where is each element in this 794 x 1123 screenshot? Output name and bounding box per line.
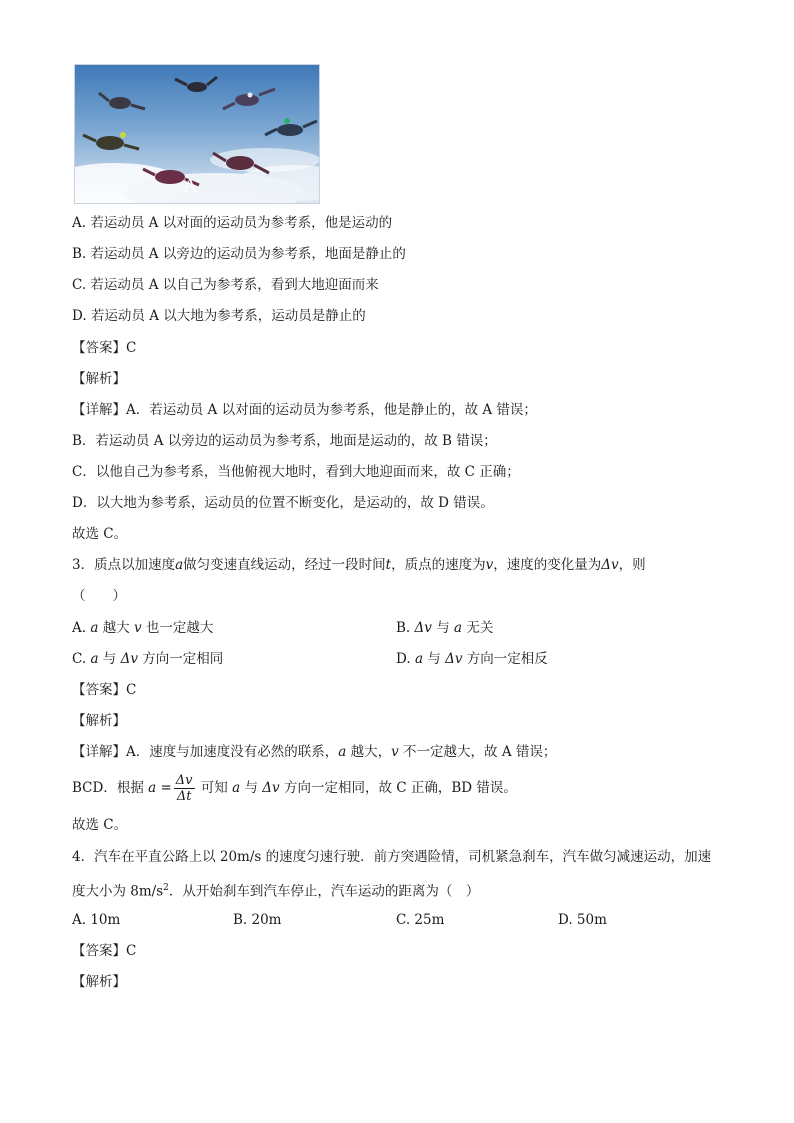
q2-answer: 【答案】C bbox=[72, 340, 137, 356]
skydivers-photo bbox=[74, 64, 320, 204]
q3-stem-text: ，则 bbox=[618, 557, 646, 573]
q3-option-d-text: 方向一定相反 bbox=[462, 651, 548, 667]
q3-stem bbox=[72, 555, 646, 575]
q3-option-a-var: v bbox=[134, 620, 142, 636]
q3-stem-var-a: a bbox=[175, 557, 184, 573]
q4-option-c: C. 25m bbox=[396, 912, 445, 928]
q3-option-b-text: 无关 bbox=[462, 620, 494, 636]
q3-detail-var: v bbox=[391, 744, 399, 760]
q3-option-d-var: a bbox=[414, 651, 423, 667]
q3-option-b-var: a bbox=[454, 620, 463, 636]
q2-conclusion: 故选 C。 bbox=[72, 526, 128, 542]
q2-option-b: B. 若运动员 A 以旁边的运动员为参考系，地面是静止的 bbox=[72, 246, 406, 262]
q3-detail-var: a bbox=[338, 744, 347, 760]
q3-detail-var: a bbox=[232, 780, 241, 796]
q4-answer: 【答案】C bbox=[72, 943, 137, 959]
q2-option-a: A. 若运动员 A 以对面的运动员为参考系，他是运动的 bbox=[72, 215, 393, 231]
q3-option-d bbox=[396, 649, 548, 669]
q3-detail-text: 【详解】A．速度与加速度没有必然的联系， bbox=[72, 744, 339, 760]
q3-option-b bbox=[396, 618, 493, 638]
q3-stem-var-v: v bbox=[485, 557, 494, 573]
q3-option-c-text: C. bbox=[72, 651, 91, 667]
q3-stem-text: ，速度的变化量为 bbox=[493, 557, 602, 573]
q3-detail-text: 与 bbox=[240, 780, 263, 796]
q3-stem-var-t: t bbox=[385, 557, 392, 573]
q4-stem-superscript: 2 bbox=[163, 883, 169, 893]
q3-stem-text: 做匀变速直线运动，经过一段时间 bbox=[183, 557, 386, 573]
q3-option-a-text: 也一定越大 bbox=[141, 620, 214, 636]
q3-option-d-text: 与 bbox=[423, 651, 446, 667]
skydiver-a-label: A bbox=[183, 175, 198, 197]
q3-answer-paren: （ ） bbox=[72, 588, 126, 604]
q2-detail-c: C．以他自己为参考系，当他俯视大地时，看到大地迎面而来，故 C 正确； bbox=[72, 464, 520, 480]
q4-option-a: A. 10m bbox=[72, 912, 121, 928]
q3-option-a-text: A. bbox=[72, 620, 91, 636]
q2-detail-a: 【详解】A．若运动员 A 以对面的运动员为参考系，他是静止的，故 A 错误； bbox=[72, 402, 537, 418]
q3-stem-text: 3．质点以加速度 bbox=[72, 557, 176, 573]
q3-option-a-text: 越大 bbox=[98, 620, 134, 636]
q3-detail-text: 越大， bbox=[346, 744, 392, 760]
q3-detail-text: 不一定越大，故 A 错误； bbox=[398, 744, 557, 760]
q4-stem-line2 bbox=[72, 878, 479, 902]
q3-option-c-var: Δv bbox=[120, 651, 138, 667]
q3-option-c-text: 与 bbox=[98, 651, 121, 667]
q3-option-c-var: a bbox=[90, 651, 99, 667]
q3-option-d-text: D. bbox=[396, 651, 415, 667]
q2-option-c: C. 若运动员 A 以自己为参考系，看到大地迎面而来 bbox=[72, 277, 379, 293]
q3-stem-text: ，质点的速度为 bbox=[391, 557, 486, 573]
q3-detail-text: 可知 bbox=[196, 780, 233, 796]
q3-analysis-heading: 【解析】 bbox=[72, 713, 126, 729]
q3-stem-var-dv: Δv bbox=[601, 557, 619, 573]
q3-detail-text: 方向一定相同，故 C 正确，BD 错误。 bbox=[279, 780, 517, 796]
q4-option-b: B. 20m bbox=[233, 912, 282, 928]
q2-detail-b: B．若运动员 A 以旁边的运动员为参考系，地面是运动的，故 B 错误； bbox=[72, 433, 497, 449]
q3-detail-bcd bbox=[72, 770, 517, 806]
q3-option-a bbox=[72, 618, 213, 638]
q3-option-d-var: Δv bbox=[445, 651, 463, 667]
q3-formula-lhs: a = bbox=[148, 780, 172, 796]
q3-detail-var: Δv bbox=[262, 780, 280, 796]
q4-stem-text: 度大小为 8m/s bbox=[72, 883, 164, 900]
q3-option-b-text: 与 bbox=[431, 620, 454, 636]
q4-stem-line1: 4．汽车在平直公路上以 20m/s 的速度匀速行驶．前方突遇险情，司机紧急刹车，汽车做匀减速运动，加速 bbox=[72, 849, 712, 865]
q2-analysis-heading: 【解析】 bbox=[72, 371, 126, 387]
q3-option-b-var: Δv bbox=[414, 620, 432, 636]
q3-formula-fraction bbox=[174, 773, 195, 804]
q4-stem-text: ．从开始刹车到汽车停止，汽车运动的距离为（ ） bbox=[168, 883, 480, 900]
q3-option-b-text: B. bbox=[396, 620, 415, 636]
q2-detail-d: D．以大地为参考系，运动员的位置不断变化，是运动的，故 D 错误。 bbox=[72, 495, 494, 511]
q4-option-d: D. 50m bbox=[558, 912, 607, 928]
q3-formula-denominator: Δt bbox=[176, 789, 192, 804]
q2-option-d: D. 若运动员 A 以大地为参考系，运动员是静止的 bbox=[72, 308, 366, 324]
q3-detail-a bbox=[72, 742, 556, 762]
q3-option-a-var: a bbox=[90, 620, 99, 636]
q3-option-c-text: 方向一定相同 bbox=[137, 651, 224, 667]
q3-formula-numerator: Δv bbox=[175, 773, 193, 788]
q3-conclusion: 故选 C。 bbox=[72, 817, 128, 833]
q3-detail-text: BCD．根据 bbox=[72, 780, 149, 796]
q3-option-c bbox=[72, 649, 223, 669]
q3-answer: 【答案】C bbox=[72, 682, 137, 698]
q4-analysis-heading: 【解析】 bbox=[72, 974, 126, 990]
